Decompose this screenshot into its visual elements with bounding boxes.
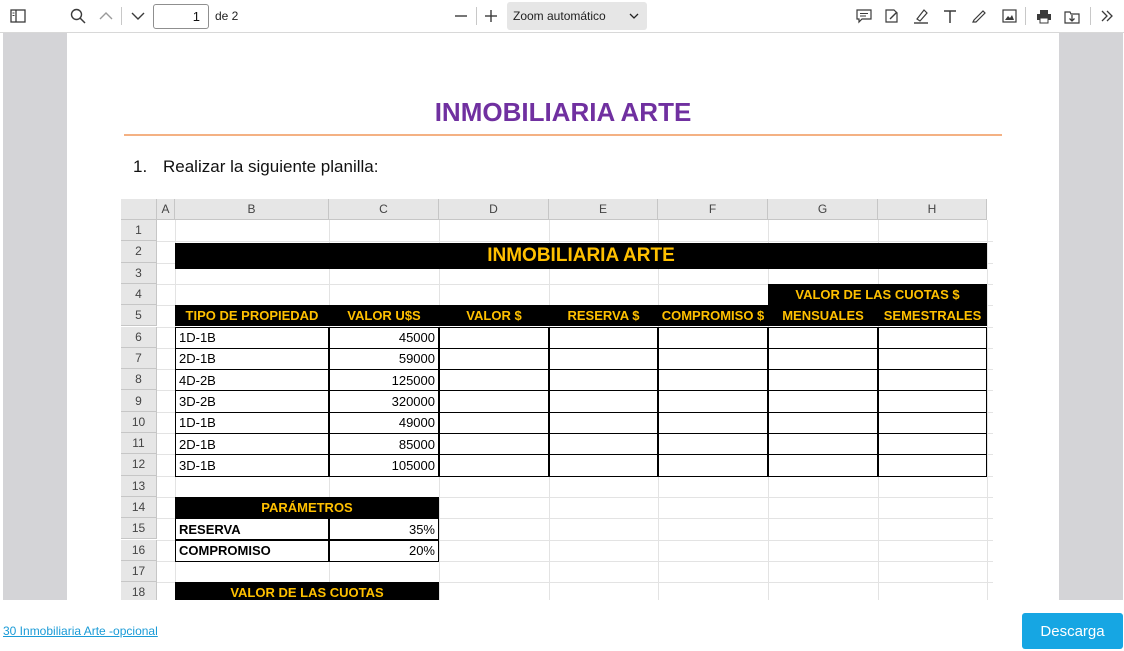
empty-cell [439,433,549,455]
empty-cell [768,369,878,391]
previous-page-icon[interactable] [96,4,116,28]
empty-cell [878,390,987,412]
print-icon[interactable] [1035,4,1053,28]
empty-cell [658,369,768,391]
empty-cell [768,412,878,434]
row-header: 16 [121,540,157,561]
row-header: 12 [121,454,157,475]
sign-icon[interactable] [883,4,901,28]
column-header: E [549,199,658,220]
empty-cell [439,369,549,391]
param-label-cell: RESERVA [175,518,329,540]
column-title: TIPO DE PROPIEDAD [175,305,329,326]
row-header: 4 [121,284,157,305]
row-header: 6 [121,327,157,348]
draw-icon[interactable] [970,4,988,28]
text-icon[interactable] [941,4,959,28]
param-value-cell: 20% [329,540,439,562]
row-header: 13 [121,476,157,497]
column-header: C [329,199,439,220]
image-icon[interactable] [1000,4,1018,28]
empty-cell [658,454,768,476]
row-header: 9 [121,390,157,411]
find-icon[interactable] [68,4,88,28]
row-header: 18 [121,582,157,600]
empty-cell [439,348,549,370]
cuotas-header: VALOR DE LAS CUOTAS [175,582,439,600]
zoom-select[interactable] [507,2,647,30]
property-type-cell: 2D-1B [175,348,329,370]
property-value-cell: 320000 [329,390,439,412]
empty-cell [549,454,658,476]
save-icon[interactable] [1063,4,1081,28]
empty-cell [658,412,768,434]
row-header: 14 [121,497,157,518]
row-header: 8 [121,369,157,390]
empty-cell [658,433,768,455]
download-button[interactable]: Descarga [1022,613,1123,649]
empty-cell [439,390,549,412]
empty-cell [768,348,878,370]
comment-icon[interactable] [855,4,873,28]
pdf-toolbar [0,0,1124,33]
chevron-down-icon [629,2,639,30]
row-header: 3 [121,263,157,284]
title-divider [124,134,1002,136]
cuotas-group-header: VALOR DE LAS CUOTAS $ [768,284,987,305]
empty-cell [768,390,878,412]
document-title: INMOBILIARIA ARTE [434,97,692,127]
row-header: 5 [121,305,157,326]
empty-cell [549,369,658,391]
instruction-text: Realizar la siguiente planilla: [163,157,379,176]
column-header: G [768,199,878,220]
property-type-cell: 3D-2B [175,390,329,412]
column-header: D [439,199,549,220]
empty-cell [439,412,549,434]
column-title: COMPROMISO $ [658,305,768,326]
property-type-cell: 1D-1B [175,412,329,434]
sheet-corner [121,199,157,220]
pdf-viewer[interactable] [3,33,1123,600]
empty-cell [658,390,768,412]
param-label-cell: COMPROMISO [175,540,329,562]
gridline [157,241,993,242]
empty-cell [768,433,878,455]
column-header: H [878,199,987,220]
param-value-cell: 35% [329,518,439,540]
property-value-cell: 125000 [329,369,439,391]
empty-cell [878,348,987,370]
instruction-item [133,157,378,177]
empty-cell [658,348,768,370]
gridline [987,220,988,600]
row-header: 17 [121,561,157,582]
empty-cell [768,454,878,476]
property-value-cell: 85000 [329,433,439,455]
more-tools-icon[interactable] [1097,4,1117,28]
highlight-icon[interactable] [912,4,930,28]
empty-cell [549,412,658,434]
column-title: MENSUALES [768,305,878,326]
page-total-label: de 2 [215,9,239,23]
property-type-cell: 1D-1B [175,327,329,349]
row-header: 2 [121,241,157,262]
column-title: RESERVA $ [549,305,658,326]
page-number-input[interactable]: 1 [153,4,209,29]
zoom-select-value: Zoom automático [513,9,606,23]
empty-cell [878,369,987,391]
property-value-cell: 49000 [329,412,439,434]
empty-cell [878,327,987,349]
empty-cell [549,327,658,349]
sheet-title-banner: INMOBILIARIA ARTE [175,243,987,268]
sidebar-toggle-icon[interactable] [8,4,28,28]
row-header: 10 [121,412,157,433]
row-header: 7 [121,348,157,369]
zoom-out-icon[interactable] [452,4,470,28]
empty-cell [878,412,987,434]
empty-cell [549,390,658,412]
empty-cell [549,348,658,370]
params-header: PARÁMETROS [175,497,439,518]
empty-cell [549,433,658,455]
instruction-number: 1. [133,157,148,176]
column-header: A [157,199,175,220]
empty-cell [768,327,878,349]
column-title: VALOR U$S [329,305,439,326]
spreadsheet-image [121,199,993,600]
property-value-cell: 105000 [329,454,439,476]
empty-cell [439,454,549,476]
column-title: VALOR $ [439,305,549,326]
property-value-cell: 59000 [329,348,439,370]
row-header: 1 [121,220,157,241]
empty-cell [658,327,768,349]
property-type-cell: 2D-1B [175,433,329,455]
file-link[interactable]: 30 Inmobiliaria Arte -opcional [3,624,158,638]
zoom-in-icon[interactable] [482,4,500,28]
property-value-cell: 45000 [329,327,439,349]
empty-cell [439,327,549,349]
column-header: B [175,199,329,220]
empty-cell [878,454,987,476]
next-page-icon[interactable] [128,4,148,28]
property-type-cell: 4D-2B [175,369,329,391]
pdf-page [67,33,1059,600]
empty-cell [878,433,987,455]
column-title: SEMESTRALES [878,305,987,326]
row-header: 15 [121,518,157,539]
property-type-cell: 3D-1B [175,454,329,476]
column-header: F [658,199,768,220]
row-header: 11 [121,433,157,454]
